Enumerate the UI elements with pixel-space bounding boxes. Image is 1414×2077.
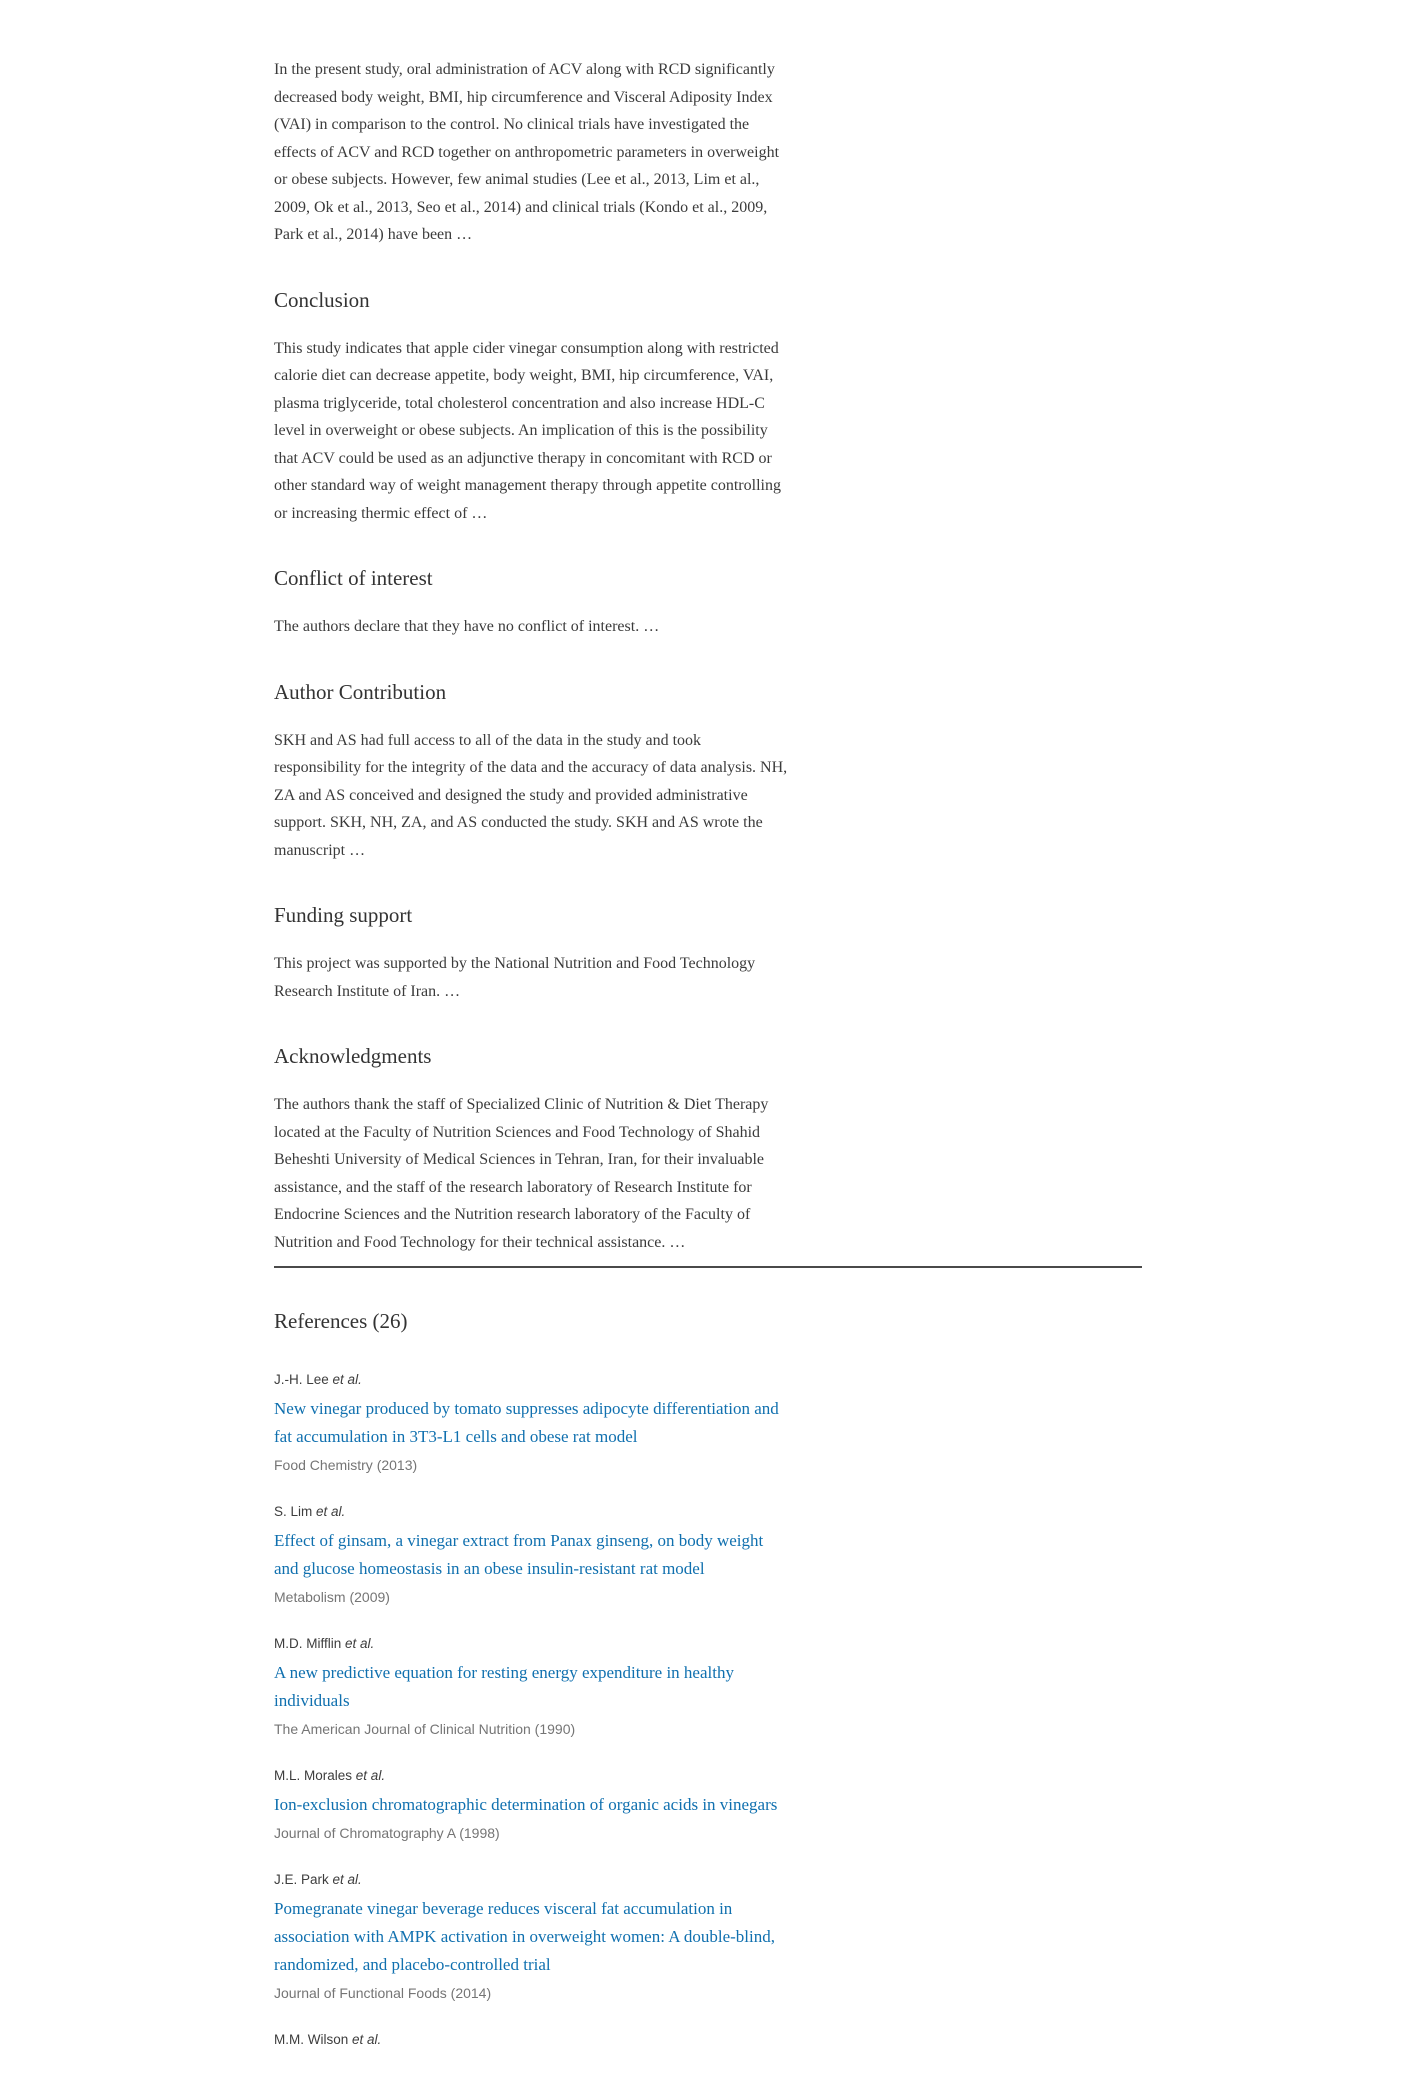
reference-source: Metabolism (2009) <box>274 1589 390 1605</box>
reference-title-link[interactable]: Ion-exclusion chromatographic determination of organic acids in vinegars <box>274 1795 778 1814</box>
references-heading <box>274 1308 1142 1334</box>
section-heading-conclusion: Conclusion <box>274 287 370 312</box>
reference-authors <box>274 2030 790 2050</box>
author-contribution-paragraph: SKH and AS had full access to all of the data in the study and took responsibility for the integrity of the data and the accuracy of data analysis. NH, ZA and AS conceived and designed the study and provided administrative support. SKH, NH, ZA, and AS conducted the study. SKH and AS wrote the manuscript … <box>274 731 788 859</box>
reference-title-link[interactable]: A new predictive equation for resting energy expenditure in healthy individuals <box>274 1663 734 1710</box>
reference-author-names: M.M. Wilson <box>274 2032 349 2047</box>
section-divider <box>274 1266 1142 1268</box>
reference-author-names: J.-H. Lee <box>274 1372 329 1387</box>
reference-etal: et al. <box>352 2032 382 2047</box>
section-heading-acknowledgments: Acknowledgments <box>274 1044 432 1068</box>
reference-item <box>274 1634 790 1739</box>
reference-etal: et al. <box>332 1372 362 1387</box>
reference-item <box>274 1766 790 1843</box>
reference-title-link[interactable]: Effect of ginsam, a vinegar extract from Panax ginseng, on body weight and glucose homeostasis in an obese insulin-resistant rat model <box>274 1531 764 1578</box>
reference-item <box>274 1370 790 1475</box>
reference-source: The American Journal of Clinical Nutrition (1990) <box>274 1721 576 1737</box>
funding-support-paragraph: This project was supported by the National Nutrition and Food Technology Research Institute of Iran. … <box>274 955 756 1000</box>
reference-author-names: M.D. Mifflin <box>274 1636 342 1651</box>
reference-item <box>274 1870 790 2003</box>
references-count: (26) <box>372 1309 408 1333</box>
reference-source: Journal of Chromatography A (1998) <box>274 1825 500 1841</box>
reference-author-names: J.E. Park <box>274 1872 329 1887</box>
reference-etal: et al. <box>355 1768 386 1783</box>
section-heading-conflict-of-interest: Conflict of interest <box>274 566 433 590</box>
reference-source: Food Chemistry (2013) <box>274 1457 418 1473</box>
section-heading-author-contribution: Author Contribution <box>274 679 447 704</box>
reference-title-link[interactable]: New vinegar produced by tomato suppresses adipocyte differentiation and fat accumulation in 3T3-L1 cells and obese rat model <box>274 1399 779 1446</box>
reference-authors <box>274 1370 790 1390</box>
reference-etal: et al. <box>332 1872 362 1887</box>
reference-author-names: M.L. Morales <box>274 1768 353 1783</box>
reference-item <box>274 2030 790 2050</box>
reference-etal: et al. <box>316 1504 346 1519</box>
intro-paragraph: In the present study, oral administration of ACV along with RCD significantly decreased body weight, BMI, hip circumference and Visceral Adiposity Index (VAI) in comparison to the control. No clinical trials have investigated the effects of ACV and RCD together on anthropometric parameters in overweight or obese subjects. However, few animal studies (Lee et al., 2013, Lim et al., 2009, Ok et al., 2013, Seo et al., 2014) and clinical trials (Kondo et al., 2009, Park et al., 2014) have been … <box>274 61 780 243</box>
reference-authors <box>274 1634 790 1654</box>
reference-authors <box>274 1502 790 1522</box>
conclusion-paragraph: This study indicates that apple cider vinegar consumption along with restricted calorie diet can decrease appetite, body weight, BMI, hip circumference, VAI, plasma triglyceride, total cholesterol concentration and also increase HDL-C level in overweight or obese subjects. An implication of this is the possibility that ACV could be used as an adjunctive therapy in concomitant with RCD or other standard way of weight management therapy through appetite controlling or increasing thermic effect of … <box>274 339 781 522</box>
reference-authors <box>274 1870 790 1890</box>
reference-etal: et al. <box>345 1636 375 1651</box>
conflict-of-interest-paragraph: The authors declare that they have no conflict of interest. … <box>274 618 660 635</box>
reference-item <box>274 1502 790 1607</box>
acknowledgments-paragraph: The authors thank the staff of Specialized Clinic of Nutrition & Diet Therapy located at the Faculty of Nutrition Sciences and Food Technology of Shahid Beheshti University of Medical Sciences in Tehran, Iran, for their invaluable assistance, and the staff of the research laboratory of Research Institute for Endocrine Sciences and the Nutrition research laboratory of the Faculty of Nutrition and Food Technology for their technical assistance. … <box>274 1096 769 1251</box>
reference-title-link[interactable]: Pomegranate vinegar beverage reduces visceral fat accumulation in association with AMPK activation in overweight women: A double-blind, randomized, and placebo-controlled trial <box>274 1899 775 1974</box>
references-heading-label: References <box>274 1309 368 1333</box>
article-pane <box>274 56 1142 2077</box>
reference-authors <box>274 1766 790 1786</box>
reference-source: Journal of Functional Foods (2014) <box>274 1985 492 2001</box>
reference-author-names: S. Lim <box>274 1504 313 1519</box>
section-heading-funding-support: Funding support <box>274 903 413 927</box>
